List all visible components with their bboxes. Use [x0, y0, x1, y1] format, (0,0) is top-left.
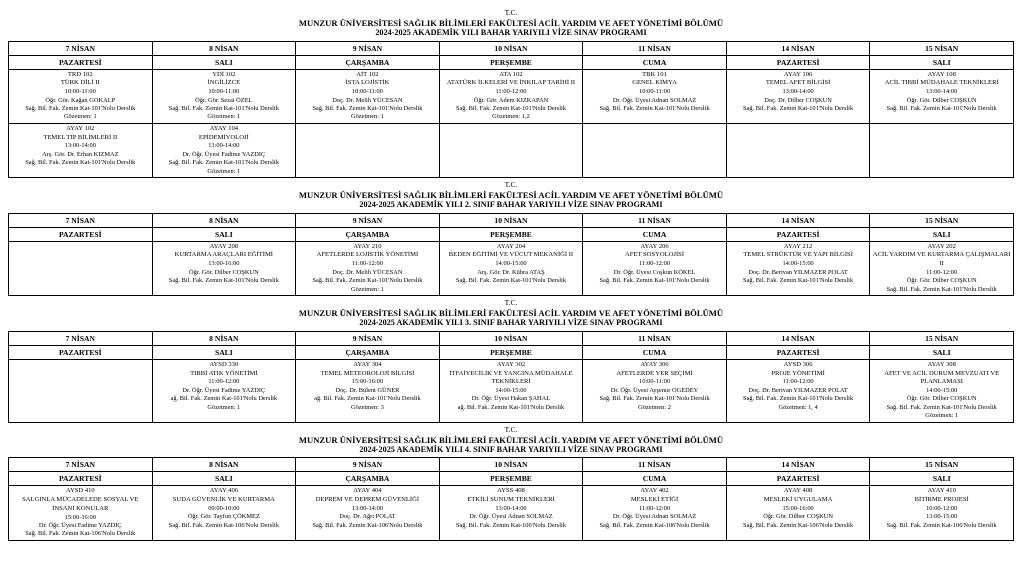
header-tc: T.C. — [504, 180, 518, 190]
weekday-header-cell: PAZARTESİ — [726, 55, 870, 69]
date-header-cell: 9 NİSAN — [296, 331, 440, 345]
exam-detail: 14:00-15:00 — [782, 260, 814, 268]
exam-cell-empty — [583, 123, 727, 177]
exam-detail: Sağ. Bil. Fak. Zemin Kat-101'Nolu Derslik — [168, 159, 279, 167]
exam-detail: Öğr. Gör. Sezai ÖZEL — [195, 96, 253, 104]
exam-detail: 13:00-14:00 — [64, 142, 96, 150]
date-header-row — [9, 331, 1014, 345]
exam-cell — [870, 359, 1014, 422]
date-header-cell: 9 NİSAN — [296, 213, 440, 227]
exam-detail: Doç. Dr. Melih YÜCESAN — [332, 268, 403, 276]
exam-detail: Sağ. Bil. Fak. Zemin Kat-101'Nolu Derslik — [25, 104, 136, 112]
date-header-cell: 11 NİSAN — [583, 213, 727, 227]
exam-detail: Sağ. Bil. Fak. Zemin Kat-101'Nolu Derslik — [886, 104, 997, 112]
exam-detail: Dr. Öğr. Üyesi Adnan SOLMAZ — [612, 96, 697, 104]
exam-detail: Öğr. Gör. Dilber COŞKUN — [906, 277, 977, 285]
exam-detail: 14:00-15:00 — [495, 260, 527, 268]
weekday-header-row — [9, 472, 1014, 486]
date-header-cell: 14 NİSAN — [726, 213, 870, 227]
date-header-cell: 11 NİSAN — [583, 41, 727, 55]
schedule-section — [8, 9, 1014, 178]
weekday-header-row — [9, 345, 1014, 359]
exam-cell-empty — [296, 123, 440, 177]
exam-detail: Sağ. Bil. Fak. Zemin Kat-101'Nolu Derslik — [168, 277, 279, 285]
course-code: AYAY 406 — [209, 487, 239, 495]
exam-cell — [583, 69, 727, 123]
weekday-header-cell: CUMA — [583, 472, 727, 486]
exam-row — [9, 69, 1014, 123]
exam-cell — [152, 359, 296, 422]
course-name: KURTARMA ARAÇLARI EĞİTİMİ — [174, 251, 274, 259]
weekday-header-cell: PAZARTESİ — [726, 472, 870, 486]
weekday-header-cell: SALI — [870, 472, 1014, 486]
exam-detail: 10:00-11:00 — [639, 378, 671, 386]
exam-detail: 15:00-16:00 — [351, 378, 384, 386]
date-header-cell: 11 NİSAN — [583, 331, 727, 345]
date-header-cell: 9 NİSAN — [296, 458, 440, 472]
exam-detail: 10:00-11:00 — [639, 88, 671, 96]
exam-cell — [296, 69, 440, 123]
exam-detail: 13:00-14:00 — [351, 504, 384, 512]
date-header-row — [9, 458, 1014, 472]
date-header-cell: 14 NİSAN — [726, 41, 870, 55]
exam-detail: Sağ. Bil. Fak. Zemin Kat-101'Nolu Derslik — [168, 104, 279, 112]
course-name: ATATÜRK İLKELERİ VE İNKILAP TARİHİ II — [446, 79, 576, 87]
exam-detail: Sağ. Bil. Fak. Zemin Kat-101'Nolu Derslik — [25, 159, 136, 167]
exam-detail: Doç. Dr. Berivan YILMAZER POLAT — [748, 268, 848, 276]
exam-detail: 11:00-12:00 — [926, 268, 958, 276]
exam-cell — [870, 486, 1014, 540]
course-name: TÜRK DİLİ II — [60, 79, 100, 87]
exam-detail: 13:00-14:00 — [495, 504, 527, 512]
exam-detail: Öğr. Gör. Adem KIZKAPAN — [473, 96, 549, 104]
weekday-header-cell: SALI — [870, 227, 1014, 241]
exam-cell — [726, 486, 870, 540]
exam-detail: ağ. Bil. Fak. Zemin Kat-101'Nolu Derslik — [170, 395, 278, 403]
date-header-cell: 8 NİSAN — [152, 458, 296, 472]
course-name: AFETLERDE LOJİSTİK YÖNETİMİ — [316, 251, 419, 259]
date-header-cell: 7 NİSAN — [9, 458, 153, 472]
course-code: AİT 102 — [356, 70, 379, 78]
exam-detail: Sağ. Bil. Fak. Zemin Kat-101'Nolu Derslik — [455, 277, 567, 285]
header-institution: MUNZUR ÜNİVERSİTESİ SAĞLIK BİLİMLERİ FAKÜLTESİ ACİL YARDIM VE AFET YÖNETİMİ BÖLÜMÜ — [298, 189, 724, 200]
course-name: AFETLERDE YER SEÇİMİ — [616, 369, 693, 377]
exam-row — [9, 359, 1014, 422]
date-header-row — [9, 213, 1014, 227]
date-header-cell: 15 NİSAN — [870, 213, 1014, 227]
schedule-table — [8, 41, 1014, 178]
weekday-header-cell: PAZARTESİ — [9, 227, 153, 241]
exam-row — [9, 486, 1014, 540]
weekday-header-cell: PERŞEMBE — [439, 472, 583, 486]
date-header-cell: 15 NİSAN — [870, 458, 1014, 472]
date-header-cell: 10 NİSAN — [439, 41, 583, 55]
exam-cell — [152, 69, 296, 123]
weekday-header-cell: SALI — [152, 55, 296, 69]
weekday-header-cell: SALI — [152, 345, 296, 359]
course-code: AYAY 106 — [783, 70, 813, 78]
course-name: İTFAİYECİLİK VE YANGINA MÜDAHALE TEKNİKLERİ — [449, 369, 573, 386]
course-code: AYAY 308 — [927, 360, 956, 368]
exam-detail: Gözetmen: 1 — [207, 113, 241, 121]
exam-detail: 11:00-12:00 — [782, 378, 814, 386]
date-header-cell: 10 NİSAN — [439, 458, 583, 472]
course-code: AYSD 330 — [209, 360, 239, 368]
exam-detail: Gözetmen: 1 — [207, 167, 241, 175]
date-header-row — [9, 41, 1014, 55]
exam-detail: Sağ. Bil. Fak. Zemin Kat-101'Nolu Derslik — [455, 104, 567, 112]
course-code: AYSD 306 — [783, 360, 813, 368]
course-code: AYAY 402 — [640, 487, 669, 495]
date-header-cell: 11 NİSAN — [583, 458, 727, 472]
exam-detail: Sağ. Bil. Fak. Zemin Kat-101'Nolu Derslik — [599, 104, 710, 112]
exam-detail: Sağ. Bil. Fak. Zemin Kat-101'Nolu Derslik — [599, 395, 710, 403]
course-code: ATA 102 — [499, 70, 523, 78]
course-name: PROJE YÖNETİMİ — [771, 369, 825, 377]
exam-cell — [583, 241, 727, 295]
date-header-cell: 8 NİSAN — [152, 331, 296, 345]
exam-detail: Sağ. Bil. Fak. Zemin Kat-101'Nolu Derslik — [743, 277, 854, 285]
date-header-cell: 7 NİSAN — [9, 331, 153, 345]
date-header-cell: 8 NİSAN — [152, 213, 296, 227]
header-subtitle: 2024-2025 AKADEMİK YILI 4. SINIF BAHAR YARIYILI VİZE SINAV PROGRAMI — [359, 444, 663, 454]
exam-detail: 13:00-14:00 — [208, 142, 240, 150]
exam-cell-empty — [870, 123, 1014, 177]
exam-detail: Doç. Dr. Bülent GÜNER — [335, 386, 400, 394]
exam-cell-empty — [9, 359, 153, 422]
weekday-header-cell: ÇARŞAMBA — [296, 227, 440, 241]
course-code: AYSD 410 — [65, 487, 95, 495]
weekday-header-cell: SALI — [152, 472, 296, 486]
course-name: ETKİLİ SUNUM TEKNİKLERİ — [467, 496, 555, 504]
exam-detail: Öğr. Gör. Tayfun ÇÖKMEZ — [187, 513, 260, 521]
date-header-cell: 8 NİSAN — [152, 41, 296, 55]
exam-detail: Sağ. Bil. Fak. Zemin Kat-106'Nolu Derslik — [886, 521, 997, 529]
exam-detail: 14:00-15:00 — [926, 386, 958, 394]
course-name: TEMEL METEOROLOJİ BİLGİSİ — [320, 369, 415, 377]
weekday-header-cell: PERŞEMBE — [439, 227, 583, 241]
exam-cell — [439, 241, 583, 295]
course-name: AFET VE ACİL DURUM MEVZUATI VE PLANLAMASI — [884, 369, 1000, 386]
exam-detail: Doç. Dr. Ağrı POLAT — [339, 513, 396, 521]
exam-detail: Dr. Öğr. Üyesi Ayşenur OGEDEY — [610, 386, 699, 394]
exam-detail: 13:00-14:00 — [782, 88, 814, 96]
exam-cell — [726, 69, 870, 123]
section-header — [8, 181, 1014, 210]
exam-detail: Gözetmen: 3 — [350, 403, 384, 411]
weekday-header-cell: SALI — [152, 227, 296, 241]
course-code: AYAY 302 — [496, 360, 526, 368]
schedule-section — [8, 299, 1014, 423]
weekday-header-cell: PAZARTESİ — [726, 345, 870, 359]
header-tc: T.C. — [504, 298, 518, 308]
date-header-cell: 10 NİSAN — [439, 331, 583, 345]
schedule-sections — [8, 9, 1014, 541]
exam-detail: Sağ. Bil. Fak. Zemin Kat-106'Nolu Derslik — [168, 521, 279, 529]
exam-cell — [152, 241, 296, 295]
exam-row — [9, 123, 1014, 177]
exam-detail: Gözetmen: 2 — [638, 403, 671, 411]
weekday-header-cell: ÇARŞAMBA — [296, 55, 440, 69]
course-code: AYAY 210 — [353, 242, 382, 250]
exam-detail: Öğr. Gör. Dilber COŞKUN — [188, 268, 259, 276]
course-name: TEMEL STRÜKTÜR VE YAPI BİLGİSİ — [743, 251, 853, 259]
exam-detail: 09:00-10:00 — [208, 504, 240, 512]
exam-detail: Sağ. Bil. Fak. Zemin Kat-106'Nolu Derslik — [312, 521, 423, 529]
exam-detail: Dr. Öğr. Üyesi Fadime YAZDIÇ — [182, 386, 266, 394]
schedule-section — [8, 181, 1014, 296]
schedule-table — [8, 457, 1014, 540]
course-name: GENEL KİMYA — [632, 79, 677, 87]
course-name: MESLEKİ ETİĞİ — [630, 496, 679, 504]
exam-cell — [296, 359, 440, 422]
course-name: TEMEL TIP BİLİMLERİ II — [43, 133, 118, 141]
exam-detail: Gözetmen: 1,2 — [492, 113, 530, 121]
exam-cell-empty — [9, 241, 153, 295]
exam-cell — [439, 359, 583, 422]
exam-cell-empty — [439, 123, 583, 177]
exam-detail: Gözetmen: 1 — [63, 113, 97, 121]
course-name: TEMEL AFET BİLGİSİ — [765, 79, 831, 87]
exam-detail: Sağ. Bil. Fak. Zemin Kat-101'Nolu Derslik — [599, 277, 710, 285]
section-header — [8, 299, 1014, 328]
header-institution: MUNZUR ÜNİVERSİTESİ SAĞLIK BİLİMLERİ FAKÜLTESİ ACİL YARDIM VE AFET YÖNETİMİ BÖLÜMÜ — [298, 434, 724, 445]
date-header-cell: 7 NİSAN — [9, 213, 153, 227]
weekday-header-cell: CUMA — [583, 345, 727, 359]
header-institution: MUNZUR ÜNİVERSİTESİ SAĞLIK BİLİMLERİ FAKÜLTESİ ACİL YARDIM VE AFET YÖNETİMİ BÖLÜMÜ — [298, 17, 724, 28]
weekday-header-row — [9, 55, 1014, 69]
course-code: AYAY 212 — [783, 242, 813, 250]
exam-detail: Öğr. Gör. Dilber COŞKUN — [763, 513, 833, 521]
date-header-cell: 10 NİSAN — [439, 213, 583, 227]
weekday-header-cell: CUMA — [583, 227, 727, 241]
course-code: AYAY 304 — [353, 360, 382, 368]
header-subtitle: 2024-2025 AKADEMİK YILI BAHAR YARIYILI VİZE SINAV PROGRAMI — [375, 27, 647, 37]
weekday-header-cell: PAZARTESİ — [9, 472, 153, 486]
exam-detail: Dr. Öğr. Üyesi Coşkun KÖKEL — [613, 268, 696, 276]
course-name: BİTİRME PROJESİ — [914, 496, 969, 504]
exam-detail: Dr. Öğr. Üyesi Fadime YAZDIÇ — [182, 150, 266, 158]
exam-detail: ağ. Bil. Fak. Zemin Kat-101'Nolu Derslik — [314, 395, 421, 403]
exam-detail: Sağ. Bil. Fak. Zemin Kat-101'Nolu Derslik — [312, 277, 423, 285]
exam-detail: Öğr. Gör. Dilber COŞKUN — [906, 96, 977, 104]
exam-detail: Dr. Öğr. Üyesi Adnan SOLMAZ — [469, 513, 553, 521]
exam-row — [9, 241, 1014, 295]
date-header-cell: 7 NİSAN — [9, 41, 153, 55]
exam-detail: Sağ. Bil. Fak. Zemin Kat-101'Nolu Derslik — [743, 395, 854, 403]
course-name: SUDA GÜVENLİK VE KURTARMA — [172, 496, 275, 504]
course-name: AFET SOSYOLOJİSİ — [625, 251, 685, 259]
schedule-section — [8, 426, 1014, 541]
exam-detail: 10:00-12:00 — [926, 504, 958, 512]
weekday-header-cell: PAZARTESİ — [9, 345, 153, 359]
exam-detail: Doç. Dr. Berivan YILMAZER POLAT — [748, 386, 848, 394]
header-tc: T.C. — [504, 424, 518, 434]
exam-detail: Dr. Öğr. Üyesi Fadime YAZDIÇ — [38, 522, 122, 530]
weekday-header-cell: ÇARŞAMBA — [296, 345, 440, 359]
weekday-header-cell: PAZARTESİ — [9, 55, 153, 69]
schedule-table — [8, 331, 1014, 423]
exam-detail: Dr. Öğr. Üyesi Adnan SOLMAZ — [612, 513, 697, 521]
exam-detail: Öğr. Gör. Kağan GOKALP — [45, 96, 116, 104]
exam-detail: Sağ. Bil. Fak. Zemin Kat-106'Nolu Derslik — [599, 521, 710, 529]
course-code: AYAY 208 — [209, 242, 239, 250]
exam-detail: Sağ. Bil. Fak. Zemin Kat-101'Nolu Derslik — [886, 285, 997, 293]
exam-detail: Doç. Dr. Dilber COŞKUN — [764, 96, 832, 104]
header-subtitle: 2024-2025 AKADEMİK YILI 2. SINIF BAHAR YARIYILI VİZE SINAV PROGRAMI — [359, 200, 663, 210]
exam-detail: 15:00-16:00 — [64, 513, 96, 521]
exam-detail: 14:00-15:00 — [495, 386, 527, 394]
exam-detail: 11:00-12:00 — [351, 260, 383, 268]
exam-cell — [152, 123, 296, 177]
course-code: AYAY 408 — [783, 487, 813, 495]
exam-cell — [439, 486, 583, 540]
exam-detail: Arş. Gör. Dr. Erhan KIZMAZ — [42, 150, 119, 158]
weekday-header-cell: SALI — [870, 55, 1014, 69]
weekday-header-cell: ÇARŞAMBA — [296, 472, 440, 486]
section-header — [8, 9, 1014, 38]
exam-detail: Gözetmen: 1, 4 — [778, 403, 818, 411]
exam-detail: Sağ. Bil. Fak. Zemin Kat-106'Nolu Derslik — [455, 521, 567, 529]
exam-cell — [296, 241, 440, 295]
exam-cell — [439, 69, 583, 123]
course-name: SALGINLA MÜCADELEDE SOSYAL VE İNSANİ KONULAR — [22, 496, 139, 512]
course-code: AYSS 408 — [497, 487, 525, 495]
exam-cell — [870, 69, 1014, 123]
date-header-cell: 14 NİSAN — [726, 331, 870, 345]
exam-cell — [726, 241, 870, 295]
schedule-table — [8, 213, 1014, 296]
course-name: ACİL YARDIM VE KURTARMA ÇALIŞMALARI II — [872, 251, 1011, 268]
course-name: İNGİLİZCE — [207, 79, 241, 87]
section-header — [8, 426, 1014, 455]
course-code: AYAY 306 — [640, 360, 669, 368]
date-header-cell: 14 NİSAN — [726, 458, 870, 472]
course-code: AYAY 102 — [66, 124, 95, 132]
date-header-cell: 15 NİSAN — [870, 331, 1014, 345]
exam-detail: 11:00-12:00 — [639, 504, 671, 512]
exam-detail: Gözetmen: 1 — [925, 412, 959, 420]
exam-detail: 11:00-12:00 — [639, 260, 671, 268]
exam-detail: Sağ. Bil. Fak. Zemin Kat-106'Nolu Derslik — [743, 521, 854, 529]
course-code: AYAY 108 — [927, 70, 956, 78]
weekday-header-cell: CUMA — [583, 55, 727, 69]
exam-detail: Dr. Öğr. Üyesi Hakan ŞAHAL — [471, 395, 551, 403]
exam-detail: Gözetmen: 1 — [350, 113, 384, 121]
header-subtitle: 2024-2025 AKADEMİK YILI 3. SINIF BAHAR YARIYILI VİZE SINAV PROGRAMI — [359, 318, 663, 328]
course-name: DEPREM VE DEPREM GÜVENLİĞİ — [315, 496, 420, 504]
exam-detail: Sağ. Bil. Fak. Zemin Kat-106'Nolu Derslik — [25, 530, 136, 538]
weekday-header-row — [9, 227, 1014, 241]
course-name: İSTA LOJİSTİK — [345, 79, 390, 87]
header-tc: T.C. — [504, 8, 518, 17]
course-code: AYAY 202 — [927, 242, 956, 250]
exam-detail: 13:00-16:00 — [208, 260, 240, 268]
exam-detail: Gözetmen: 1 — [350, 285, 384, 293]
exam-detail: ağ. Bil. Fak. Zemin Kat-101'Nolu Derslik — [457, 403, 565, 411]
exam-detail: Sağ. Bil. Fak. Zemin Kat-101'Nolu Derslik — [886, 403, 997, 411]
course-code: AYAY 206 — [640, 242, 669, 250]
header-institution: MUNZUR ÜNİVERSİTESİ SAĞLIK BİLİMLERİ FAKÜLTESİ ACİL YARDIM VE AFET YÖNETİMİ BÖLÜMÜ — [298, 308, 724, 319]
exam-detail: 10:00-11:00 — [351, 88, 383, 96]
exam-detail: Arş. Gör. Dr. Kübra ATAŞ — [477, 268, 545, 276]
exam-detail: 10:00-11:00 — [64, 88, 96, 96]
weekday-header-cell: PERŞEMBE — [439, 345, 583, 359]
exam-detail: 10:00-11:00 — [208, 88, 240, 96]
exam-detail: Doç. Dr. Melih YÜCESAN — [332, 96, 403, 104]
exam-cell — [9, 123, 153, 177]
course-name: MESLEKİ UYGULAMA — [763, 496, 833, 504]
exam-detail: Sağ. Bil. Fak. Zemin Kat-101'Nolu Derslik — [312, 104, 423, 112]
date-header-cell: 9 NİSAN — [296, 41, 440, 55]
exam-cell-empty — [726, 123, 870, 177]
exam-cell — [583, 486, 727, 540]
exam-cell — [9, 69, 153, 123]
exam-detail: Gözetmen: 1 — [207, 403, 241, 411]
exam-detail: 15:00-16:00 — [782, 504, 814, 512]
course-code: AYAY 204 — [496, 242, 526, 250]
course-code: AYAY 410 — [927, 487, 956, 495]
weekday-header-cell: SALI — [870, 345, 1014, 359]
course-name: BEDEN EĞİTİMİ VE VÜCUT MEKANİĞİ II — [448, 251, 574, 259]
exam-detail: 11:00-12:00 — [495, 88, 527, 96]
exam-cell — [583, 359, 727, 422]
exam-detail: 13:00-14:00 — [926, 88, 958, 96]
course-name: EPİDEMİYOLOJİ — [198, 133, 249, 141]
course-code: AYAY 104 — [209, 124, 239, 132]
weekday-header-cell: PAZARTESİ — [726, 227, 870, 241]
course-name: TIBBİ ATIK YÖNETİMİ — [190, 369, 258, 377]
exam-detail: Sağ. Bil. Fak. Zemin Kat-101'Nolu Derslik — [743, 104, 854, 112]
weekday-header-cell: PERŞEMBE — [439, 55, 583, 69]
course-code: TBK 101 — [642, 70, 667, 78]
exam-detail: 13:00-15:00 — [926, 513, 958, 521]
exam-cell — [296, 486, 440, 540]
exam-cell — [726, 359, 870, 422]
course-code: AYAY 404 — [353, 487, 382, 495]
course-code: TRD 102 — [67, 70, 93, 78]
exam-cell — [9, 486, 153, 540]
course-name: ACİL TIBBİ MÜDAHALE TEKNİKLERİ — [884, 79, 999, 87]
exam-detail: Öğr. Gör. Dilber COŞKUN — [906, 395, 977, 403]
date-header-cell: 15 NİSAN — [870, 41, 1014, 55]
exam-detail: 11:00-12:00 — [208, 378, 240, 386]
exam-cell — [870, 241, 1014, 295]
exam-cell — [152, 486, 296, 540]
course-code: YDİ 102 — [212, 70, 236, 78]
